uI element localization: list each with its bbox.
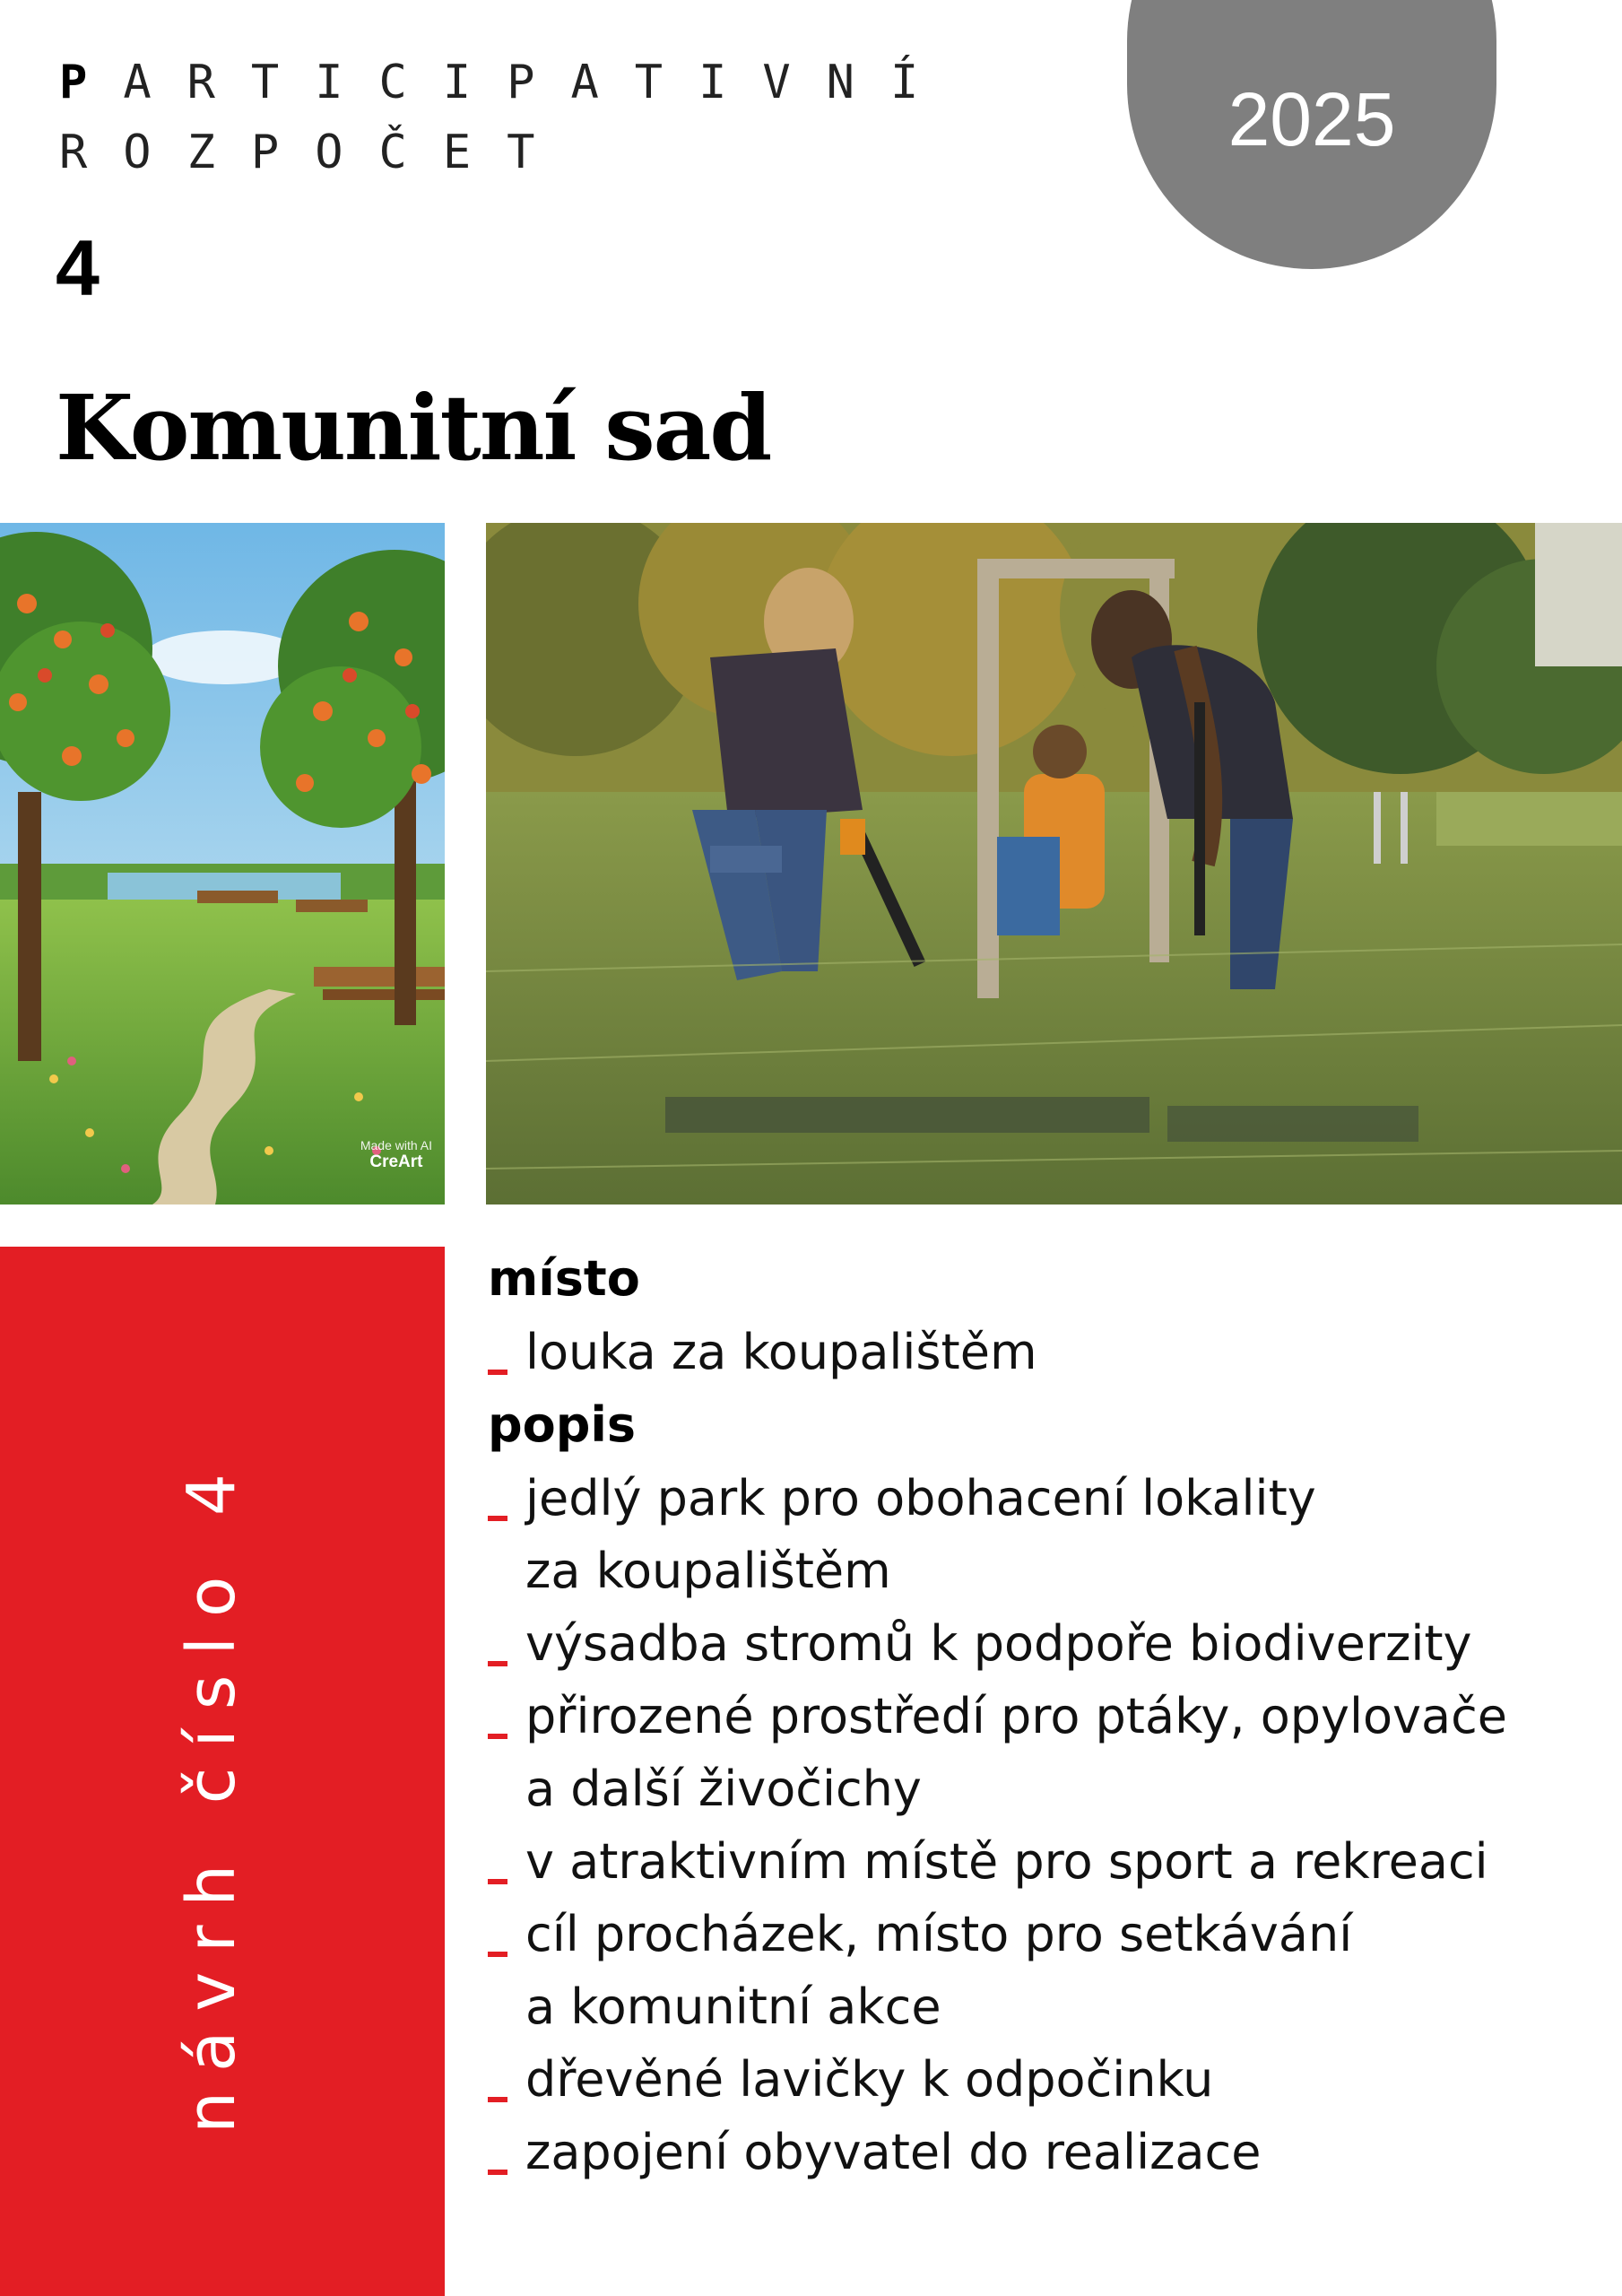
ai-watermark: [360, 1138, 432, 1172]
bullet-dash: [488, 1370, 507, 1375]
description-item: [488, 2043, 1618, 2116]
proposal-details: [488, 1242, 1618, 2188]
description-item-text: jedlý park pro obohacení lokality za koupalištěm: [525, 1470, 1316, 1599]
year-badge: [1127, 0, 1496, 269]
description-item-text: cíl procházek, místo pro setkávání a komunitní akce: [525, 1906, 1353, 2035]
description-item: [488, 1898, 1618, 2043]
bullet-dash: [488, 1661, 507, 1666]
bullet-dash: [488, 2170, 507, 2175]
location-heading: místo: [488, 1250, 640, 1307]
planting-photo-graphic: [486, 523, 1622, 1205]
brand-line-1-rest: ARTICIPATIVNÍ: [123, 56, 955, 109]
description-item-text: dřevěné lavičky k odpočinku: [525, 2051, 1214, 2108]
description-item: [488, 1462, 1618, 1607]
bullet-dash: [488, 1952, 507, 1957]
description-item-text: v atraktivním místě pro sport a rekreaci: [525, 1833, 1488, 1890]
description-item: [488, 2116, 1618, 2188]
brand-initial: P: [59, 56, 124, 109]
side-label: návrh číslo 4: [173, 1454, 250, 2134]
bullet-dash: [488, 1734, 507, 1739]
location-item-text: louka za koupalištěm: [525, 1324, 1037, 1380]
bullet-dash: [488, 2097, 507, 2102]
proposal-number: 4: [56, 223, 100, 312]
description-item: [488, 1607, 1618, 1680]
watermark-line-2: CreArt: [369, 1152, 423, 1172]
orchard-illustration: [0, 523, 445, 1205]
orchard-illustration-graphic: [0, 523, 445, 1205]
description-heading: popis: [488, 1396, 637, 1453]
watermark-line-1: Made with AI: [360, 1138, 432, 1153]
description-item: [488, 1825, 1618, 1898]
description-item-text: výsadba stromů k podpoře biodiverzity: [525, 1615, 1472, 1672]
page-title: Komunitní sad: [56, 375, 771, 481]
description-item-text: přirozené prostředí pro ptáky, opylovače a další živočichy: [525, 1688, 1507, 1817]
planting-photo: [486, 523, 1622, 1205]
description-item: [488, 1680, 1618, 1825]
year-label: 2025: [1227, 77, 1396, 161]
description-item-text: zapojení obyvatel do realizace: [525, 2124, 1262, 2180]
brand-line-1: [59, 56, 954, 109]
bullet-dash: [488, 1516, 507, 1521]
brand-line-2: ROZPOČET: [59, 126, 571, 179]
bullet-dash: [488, 1879, 507, 1884]
location-item: [488, 1316, 1618, 1388]
